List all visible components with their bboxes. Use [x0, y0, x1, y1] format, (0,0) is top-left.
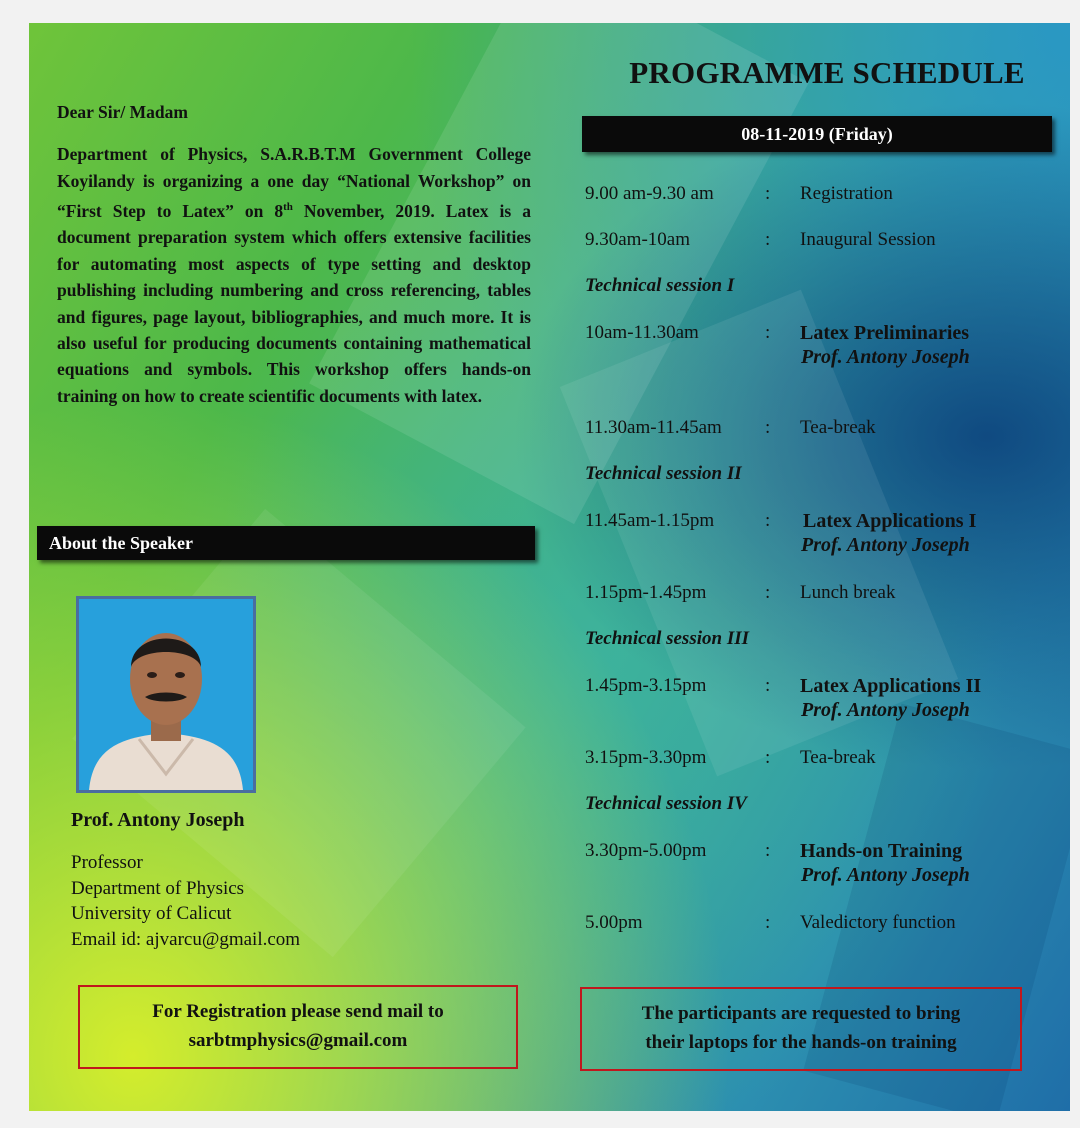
- row-colon: :: [765, 229, 771, 250]
- speaker-portrait-icon: [79, 599, 253, 790]
- registration-note-line1: For Registration please send mail to: [152, 1001, 444, 1022]
- row-colon: :: [765, 675, 771, 696]
- invitation-letter: [57, 99, 531, 409]
- row-colon: :: [765, 840, 771, 861]
- greeting: Dear Sir/ Madam: [57, 102, 188, 122]
- session-heading: Technical session III: [585, 628, 749, 649]
- speaker-department: Department of Physics: [71, 877, 245, 899]
- participants-note-line2: their laptops for the hands-on training: [645, 1032, 957, 1053]
- registration-email: sarbtmphysics@gmail.com: [188, 1030, 408, 1051]
- row-colon: :: [765, 417, 771, 438]
- row-activity: Lunch break: [800, 582, 896, 603]
- speaker-photo: [76, 596, 256, 793]
- row-speaker: Prof. Antony Joseph: [801, 534, 970, 556]
- row-time: 11.30am-11.45am: [585, 417, 722, 438]
- row-speaker: Prof. Antony Joseph: [801, 864, 970, 886]
- row-activity: Latex Preliminaries: [800, 322, 970, 344]
- row-activity: Inaugural Session: [800, 229, 936, 250]
- row-time: 3.30pm-5.00pm: [585, 840, 707, 861]
- row-time: 1.45pm-3.15pm: [585, 675, 707, 696]
- about-speaker-heading: About the Speaker: [37, 526, 535, 560]
- schedule-date: 08-11-2019 (Friday): [582, 116, 1052, 152]
- session-heading: Technical session IV: [585, 793, 747, 814]
- row-time: 3.15pm-3.30pm: [585, 747, 707, 768]
- speaker-university: University of Calicut: [71, 903, 232, 924]
- intro-text-part2: November, 2019. Latex is a document preparation system which offers extensive facilities for automating most aspects of type setting and desktop publishing including numbering and cross referencing, tables and figures, page layout, bibliographies, and much more. It is also useful for producing documents containing mathematical equations and symbols. This workshop offers hands-on training on how to create scientific documents with latex.: [57, 201, 531, 406]
- schedule-title: PROGRAMME SCHEDULE: [629, 55, 1025, 90]
- row-colon: :: [765, 322, 771, 343]
- row-activity: Tea-break: [800, 747, 876, 768]
- workshop-flyer: [29, 23, 1070, 1111]
- speaker-title: Professor: [71, 852, 143, 873]
- row-activity: Registration: [800, 183, 893, 204]
- session-heading: Technical session II: [585, 463, 742, 484]
- row-activity: Tea-break: [800, 417, 876, 438]
- speaker-details: [71, 850, 300, 952]
- row-time: 5.00pm: [585, 912, 643, 933]
- speaker-name: Prof. Antony Joseph: [71, 809, 245, 831]
- row-colon: :: [765, 912, 771, 933]
- intro-text-part1: Department of Physics, S.A.R.B.T.M Government College Koyilandy is organizing a one day “National Workshop” on “First Step to Latex” on 8: [57, 144, 531, 222]
- intro-paragraph: [57, 141, 531, 409]
- row-time: 9.30am-10am: [585, 229, 691, 250]
- participants-note-line1: The participants are requested to bring: [641, 1003, 961, 1024]
- row-activity: Latex Applications II: [800, 675, 982, 697]
- row-time: 11.45am-1.15pm: [585, 510, 715, 531]
- row-activity: Valedictory function: [800, 912, 956, 933]
- row-colon: :: [765, 747, 771, 768]
- row-time: 1.15pm-1.45pm: [585, 582, 707, 603]
- row-activity: Latex Applications I: [803, 510, 977, 532]
- registration-note: [78, 985, 518, 1069]
- row-colon: :: [765, 582, 771, 603]
- row-colon: :: [765, 183, 771, 204]
- ordinal-suffix: th: [283, 201, 293, 214]
- row-speaker: Prof. Antony Joseph: [801, 699, 970, 721]
- row-speaker: Prof. Antony Joseph: [801, 346, 970, 368]
- row-time: 10am-11.30am: [585, 322, 699, 343]
- session-heading: Technical session I: [585, 275, 735, 296]
- row-time: 9.00 am-9.30 am: [585, 183, 714, 204]
- participants-note: [580, 987, 1022, 1071]
- speaker-email: Email id: ajvarcu@gmail.com: [71, 928, 301, 950]
- row-colon: :: [765, 510, 771, 531]
- row-activity: Hands-on Training: [800, 840, 963, 862]
